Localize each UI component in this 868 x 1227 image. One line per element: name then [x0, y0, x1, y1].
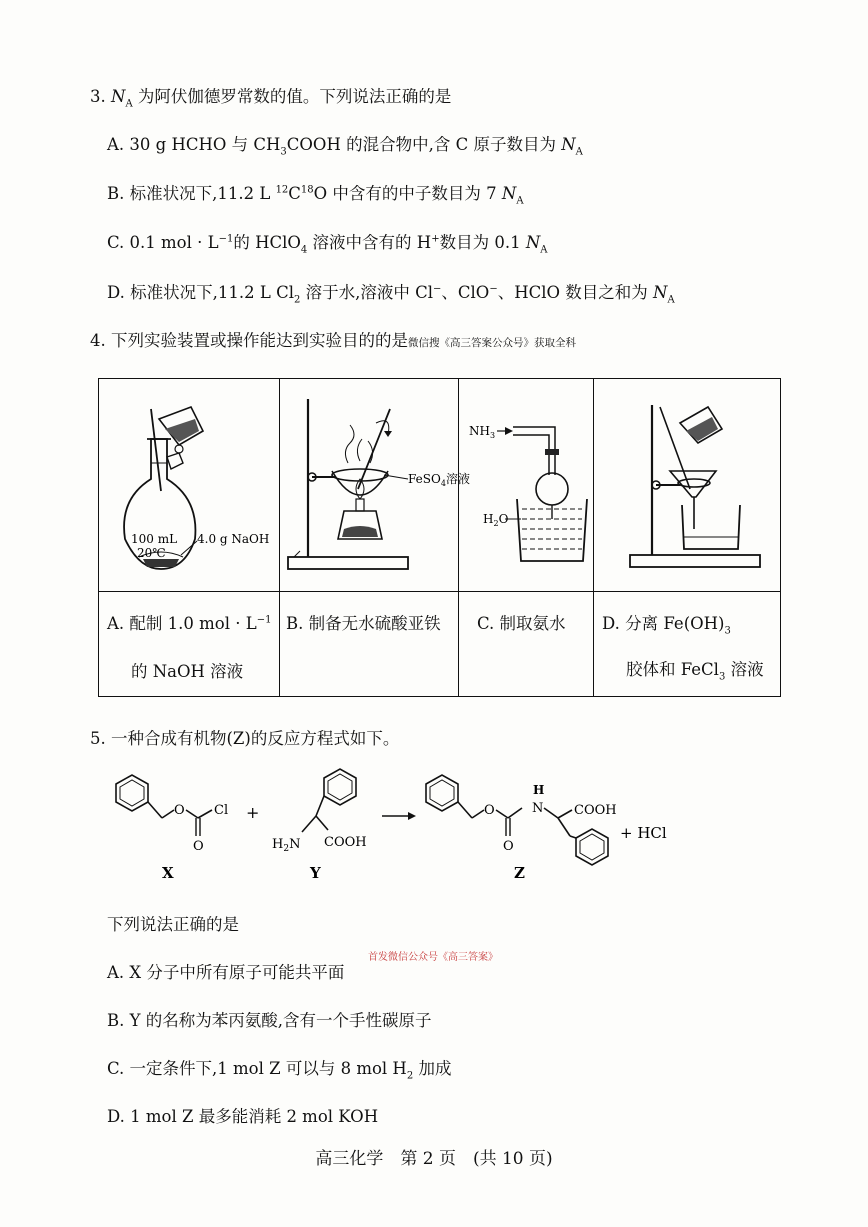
feso4-label: FeSO$_4$溶液 — [408, 472, 470, 488]
q5-option-a: A. X 分子中所有原子可能共平面 — [107, 963, 345, 982]
apparatus-a — [99, 379, 279, 591]
svg-text:O: O — [193, 839, 204, 854]
svg-text:COOH: COOH — [324, 835, 367, 850]
q3-stem: 3. $N_A$ 为阿伏伽德罗常数的值。下列说法正确的是 — [90, 87, 452, 110]
reaction-scheme — [100, 766, 700, 886]
q5-watermark: 首发微信公众号《高三答案》 — [368, 952, 498, 963]
plus-sign: + — [246, 803, 260, 822]
svg-text:N: N — [532, 801, 544, 816]
flask-volume-label: 100 mL — [131, 532, 178, 546]
option-d-caption: D. 分离 $Fe(OH)_3$ 胶体和 FeCl$_3$ 溶液 — [602, 614, 764, 683]
apparatus-d — [594, 379, 780, 591]
apparatus-c — [459, 379, 593, 591]
label-x: X — [162, 864, 174, 882]
q4-stem: 4. 下列实验装置或操作能达到实验目的的是微信搜《高三答案公众号》获取全科 — [90, 331, 576, 350]
h2o-label: $H_2O$ — [483, 512, 509, 528]
q3-option-d: D. 标准状况下,11.2 L $Cl_2$ 溶于水,溶液中 Cl−、ClO−、HClO 数目之和为 $N_A$ — [107, 283, 675, 306]
naoh-label: 4.0 g NaOH — [197, 532, 270, 546]
q5-prompt: 下列说法正确的是 — [107, 915, 239, 934]
svg-text:O: O — [174, 803, 185, 818]
nh3-label: $NH_3$ — [469, 424, 496, 440]
svg-text:O: O — [484, 803, 495, 818]
option-b-caption: B. 制备无水硫酸亚铁 — [286, 614, 441, 633]
svg-text:Cl: Cl — [214, 803, 229, 818]
molecule-z — [426, 775, 617, 882]
svg-text:H2N: $H_2N$ — [272, 837, 301, 854]
watermark-note: 微信搜《高三答案公众号》获取全科 — [408, 337, 576, 349]
label-z: Z — [514, 864, 525, 882]
label-y: Y — [310, 864, 321, 882]
flask-temp-label: 20℃ — [137, 546, 166, 560]
q5-option-b: B. Y 的名称为苯丙氨酸,含有一个手性碳原子 — [107, 1011, 432, 1030]
option-a-caption: A. 配制 1.0 mol · $L^{-1}$ 的 NaOH 溶液 — [107, 614, 272, 681]
q3-option-b: B. 标准状况下,11.2 L $^{12}C^{18}O$ 中含有的中子数目为 7 $N_A$ — [107, 184, 524, 207]
q3-option-a: A. 30 g HCHO 与 $CH_3COOH$ 的混合物中,含 C 原子数目为 $N_A$ — [107, 135, 583, 158]
svg-text:H: H — [533, 783, 545, 797]
molecule-y — [272, 769, 367, 882]
svg-text:O: O — [503, 839, 514, 854]
hcl-product: + HCl — [620, 824, 667, 842]
experiment-table — [98, 378, 781, 697]
svg-text:COOH: COOH — [574, 803, 617, 818]
molecule-x — [116, 775, 228, 882]
option-c-caption: C. 制取氨水 — [477, 614, 566, 633]
q5-stem: 5. 一种合成有机物(Z)的反应方程式如下。 — [90, 729, 400, 748]
q5-option-c: C. 一定条件下,1 mol Z 可以与 8 mol $H_2$ 加成 — [107, 1059, 452, 1082]
apparatus-b — [280, 379, 470, 591]
q5-option-d: D. 1 mol Z 最多能消耗 2 mol KOH — [107, 1107, 379, 1126]
page-footer: 高三化学 第 2 页 (共 10 页) — [315, 1149, 553, 1169]
q3-option-c: C. 0.1 mol · $L^{-1}$的 HClO$_4$ 溶液中含有的 H+数目为 0.1 $N_A$ — [107, 233, 548, 256]
